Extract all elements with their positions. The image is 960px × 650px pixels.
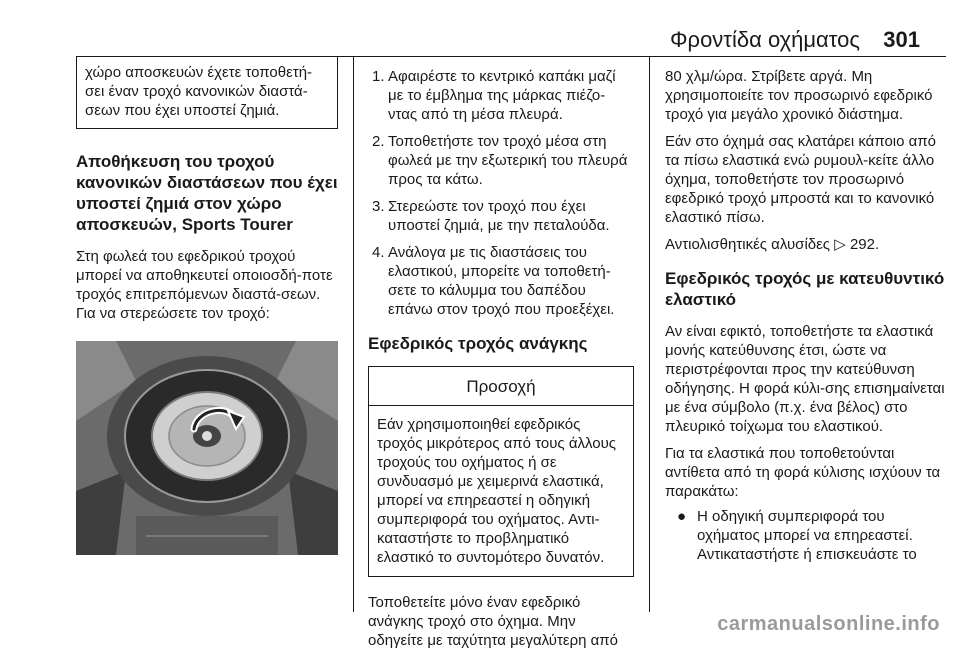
continued-box-text: χώρο αποσκευών έχετε τοποθετή-σει έναν τροχό κανονικών διαστά-σεων που έχει υποστεί ζημιά. <box>76 57 338 129</box>
speed-paragraph: 80 χλμ/ώρα. Στρίβετε αργά. Μη χρησιμοποιείτε τον προσωρινό εφεδρικό τροχό για μεγάλο χρονικό διάστημα. <box>665 68 933 123</box>
spare-wheel-figure <box>76 341 338 555</box>
list-item: 4. Ανάλογα με τις διαστάσεις του ελαστικού, μπορείτε να τοποθετή-σετε το κάλυμμα του δαπέδου επάνω στον τροχό που προεξέχει. <box>372 244 615 318</box>
storage-paragraph: Στη φωλεά του εφεδρικού τροχού μπορεί να αποθηκευτεί οποιοσδή-ποτε τροχός επιτρεπόμενων διαστά-σεων. Για να στερεώσετε τον τροχό: <box>76 248 333 322</box>
directional-paragraph: Αν είναι εφικτό, τοποθετήστε τα ελαστικά μονής κατεύθυνσης έτσι, ώστε να περιστρέφονται προς την κατεύθυνση οδήγησης. Η φορά κύλι-σης επισημαίνεται με ένα σύμβολο (π.χ. ένα βέλος) στο πλευρικό τοίχωμα του ελαστικού. <box>665 323 945 435</box>
column-right <box>665 57 945 614</box>
reverse-paragraph: Για τα ελαστικά που τοποθετούνται αντίθετα από τη φορά κύλισης ισχύουν τα παρακάτω: <box>665 445 941 500</box>
list-item: 3. Στερεώστε τον τροχό που έχει υποστεί ζημιά, με την πεταλούδα. <box>372 198 610 234</box>
watermark: carmanualsonline.info <box>717 613 940 635</box>
page-header-title: Φροντίδα οχήματος <box>670 27 860 52</box>
page-header <box>0 0 960 52</box>
caution-box <box>368 366 634 577</box>
column-divider-1 <box>353 57 354 612</box>
column-divider-2 <box>649 57 650 612</box>
section-heading-emergency-spare: Εφεδρικός τροχός ανάγκης <box>368 334 588 353</box>
towing-paragraph: Εάν στο όχημά σας κλατάρει κάποιο από τα πίσω ελαστικά ενώ ρυμουλ-κείτε άλλο όχημα, τοποθετήστε τον προσωρινό εφεδρικό τροχό μπροστά και το κανονικό ελαστικό πίσω. <box>665 133 937 226</box>
caution-text: Εάν χρησιμοποιηθεί εφεδρικός τροχός μικρότερος από τους άλλους τροχούς του οχήματος ή σε συνδυασμό με χειμερινά ελαστικά, μπορεί να επηρεαστεί η οδηγική συμπεριφορά του οχήματος. Αντι-καταστήστε το προβληματικό ελαστικό το συντομότερο δυνατόν. <box>377 416 617 566</box>
page-reference-icon: ▷ <box>834 236 846 253</box>
snow-chains-reference: Αντιολισθητικές αλυσίδες ▷ 292. <box>665 236 880 253</box>
list-item: 1. Αφαιρέστε το κεντρικό καπάκι μαζί με το έμβλημα της μάρκας πιέζο-ντας από τη μέσα πλευρά. <box>372 68 616 123</box>
column-middle <box>368 57 634 649</box>
column-left <box>76 57 338 614</box>
section-heading-directional-tyre: Εφεδρικός τροχός με κατευθυντικό ελαστικό <box>665 269 945 309</box>
section-heading-storage: Αποθήκευση του τροχού κανονικών διαστάσεων που έχει υποστεί ζημιά στον χώρο αποσκευών, Sports Tourer <box>76 152 338 234</box>
emergency-spare-paragraph: Τοποθετείτε μόνο έναν εφεδρικό ανάγκης τροχό στο όχημα. Μην οδηγείτε με ταχύτητα μεγαλύτερη από <box>368 594 618 649</box>
spare-wheel-illustration <box>76 341 338 555</box>
list-item: 2. Τοποθετήστε τον τροχό μέσα στη φωλεά με την εξωτερική του πλευρά προς τα κάτω. <box>372 133 628 188</box>
list-item: ● Η οδηγική συμπεριφορά του οχήματος μπορεί να επηρεαστεί. Αντικαταστήστε ή επισκευάστε το <box>677 508 917 563</box>
page-number: 301 <box>883 27 920 52</box>
effects-list <box>665 507 945 564</box>
caution-title: Προσοχή <box>369 367 633 406</box>
bullet-icon: ● <box>677 508 687 525</box>
fixing-steps-list <box>368 67 634 319</box>
